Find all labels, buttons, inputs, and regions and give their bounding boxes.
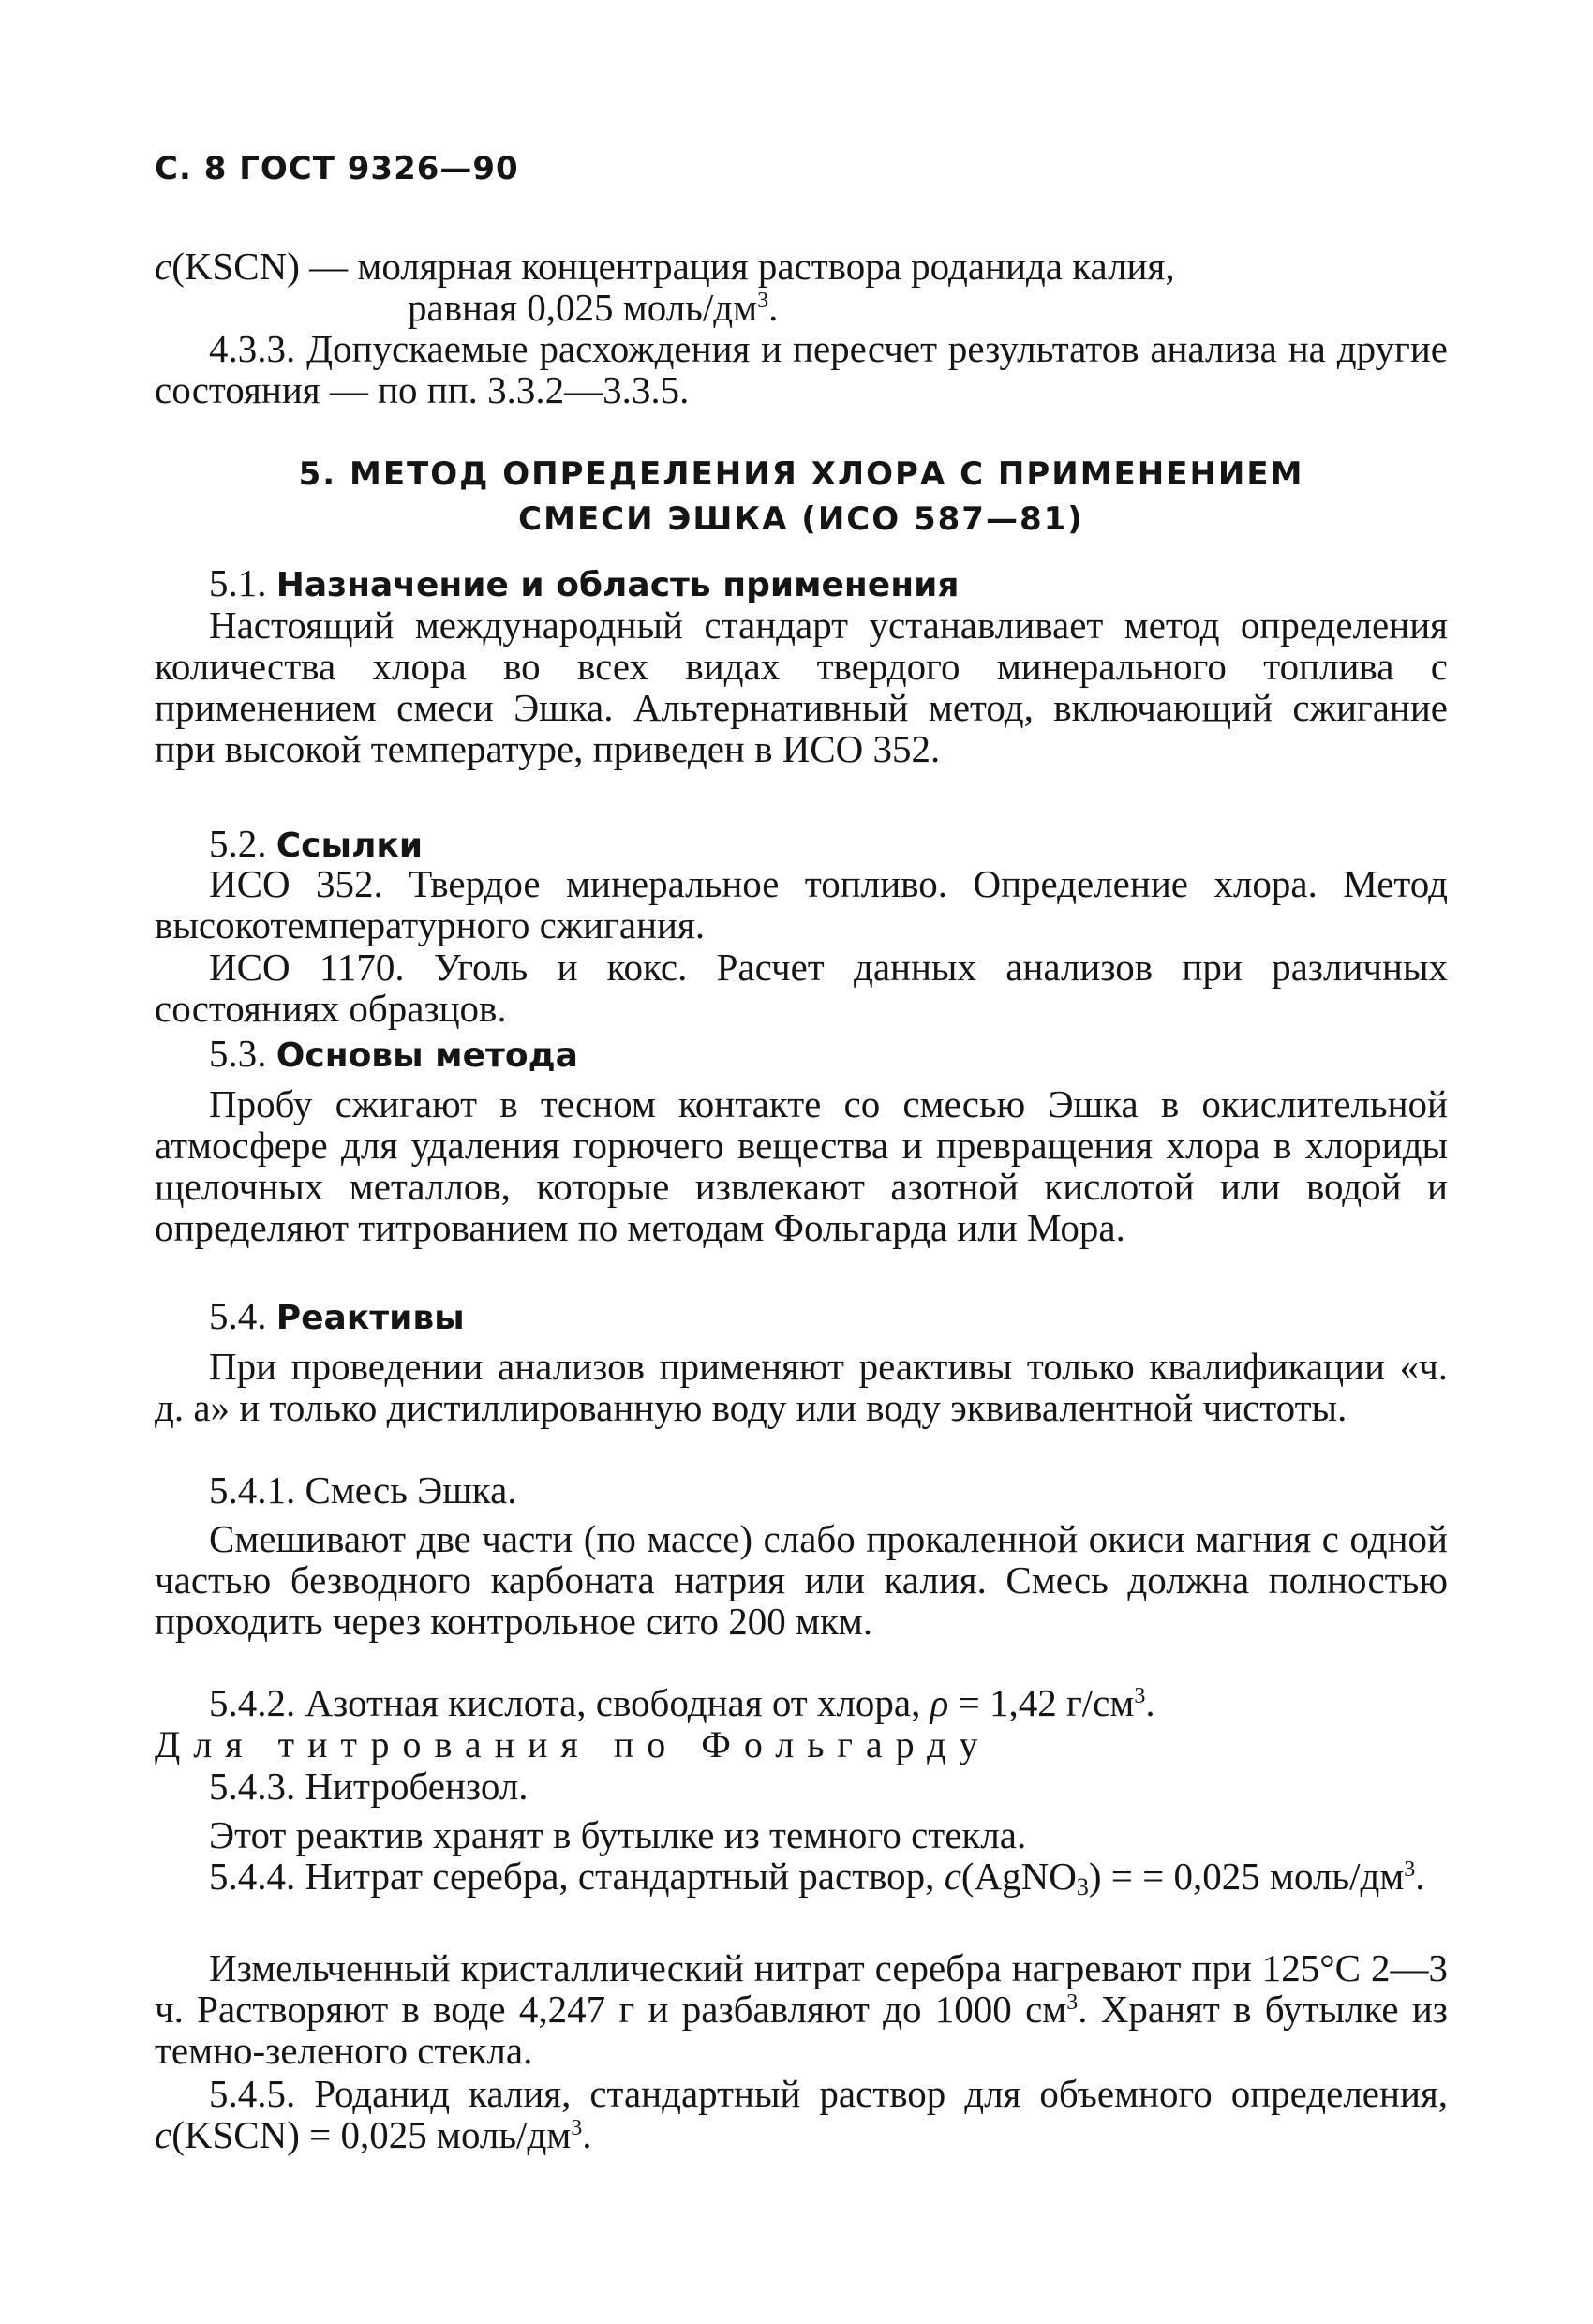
heading-5-4-1: 5.4.1. Смесь Эшка.: [209, 1468, 517, 1512]
reference-iso-352: ИСО 352. Твердое минеральное топливо. Определение хлора. Метод высокотемпературного сжигания.: [155, 862, 1448, 946]
continued-definition-2: равная 0,025 моль/$дм^3$.: [408, 286, 779, 329]
paragraph-5-3: Пробу сжигают в тесном контакте со смесью Эшка в окислительной атмосфере для удаления горючего вещества и превращения хлора в хлориды щелочных металлов, которые извлекают азотной кислотой или водой и определяют титрованием по методам Фольгарда или Мора.: [155, 1082, 1448, 1249]
paragraph-5-4-5: 5.4.5. Роданид калия, стандартный раствор для объемного определения, c(KSCN) = 0,025 моль/$дм^3$.: [155, 2072, 1448, 2156]
paragraph-5-4: При проведении анализов применяют реактивы только квалификации «ч. д. а» и только дистиллированную воду или воду эквивалентной чистоты.: [155, 1345, 1448, 1429]
paragraph-5-4-3: Этот реактив хранят в бутылке из темного стекла.: [209, 1813, 1027, 1856]
page-header: С. 8 ГОСТ 9326—90: [155, 150, 519, 187]
continued-definition: c(KSCN) — молярная концентрация раствора роданида калия,: [155, 245, 1175, 288]
paragraph-5-4-4: Измельченный кристаллический нитрат серебра нагревают при 125°C 2—3 ч. Растворяют в воде 4,247 г и разбавляют до 1000 $см^3$. Хранят в бутылке из темно-зеленого стекла.: [155, 1946, 1448, 2072]
heading-5-4-4: 5.4.4. Нитрат серебра, стандартный раствор, c(AgNO$_3$) = = 0,025 моль/$дм^3$.: [209, 1855, 1425, 1900]
section-title: 5. МЕТОД ОПРЕДЕЛЕНИЯ ХЛОРА С ПРИМЕНЕНИЕМ СМЕСИ ЭШКА (ИСО 587—81): [298, 455, 1304, 538]
subtitle-folgard: Для титрования по Фольгарду: [155, 1723, 991, 1765]
heading-5-2: 5.2. Ссылки: [209, 822, 424, 865]
reference-iso-1170: ИСО 1170. Уголь и кокс. Расчет данных анализов при различных состояниях образцов.: [155, 946, 1448, 1030]
paragraph-5-4-2: 5.4.2. Азотная кислота, свободная от хлора, ρ = 1,42 $г/см^3$.: [209, 1681, 1155, 1724]
heading-5-4-3: 5.4.3. Нитробензол.: [209, 1765, 529, 1808]
symbol-c: c: [155, 245, 172, 288]
heading-5-4: 5.4. Реактивы: [209, 1294, 465, 1337]
paragraph-4-3-3: 4.3.3. Допускаемые расхождения и пересчет результатов анализа на другие состояния — по пп. 3.3.2—3.3.5.: [155, 327, 1448, 411]
paragraph-5-1: Настоящий международный стандарт устанавливает метод определения количества хлора во всех видах твердого минерального топлива с применением смеси Эшка. Альтернативный метод, включающий сжигание при высокой температуре, приведен в ИСО 352.: [155, 603, 1448, 770]
paragraph-5-4-1: Смешивают две части (по массе) слабо прокаленной окиси магния с одной частью безводного карбоната натрия или калия. Смесь должна полностью проходить через контрольное сито 200 мкм.: [155, 1517, 1448, 1643]
heading-5-1: 5.1. Назначение и область применения: [209, 561, 960, 604]
heading-5-3: 5.3. Основы метода: [209, 1032, 578, 1075]
